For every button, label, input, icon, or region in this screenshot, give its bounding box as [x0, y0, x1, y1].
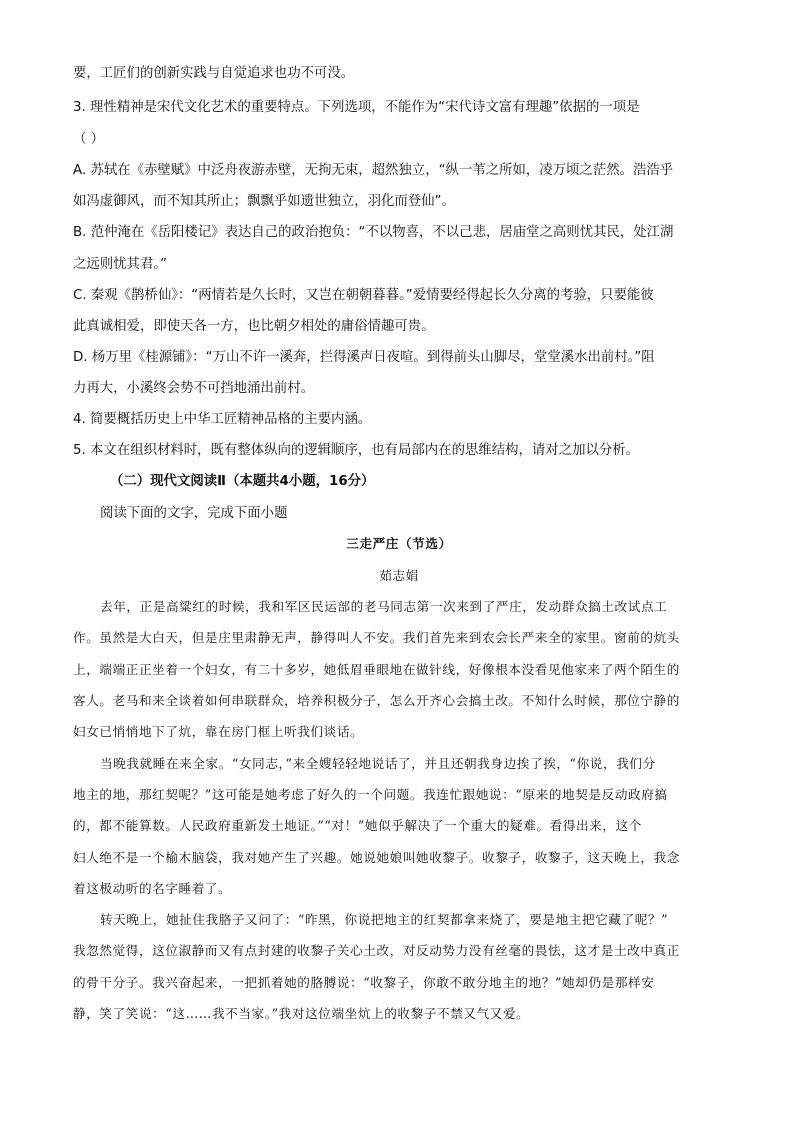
story-line: 我忽然觉得，这位淑静而又有点封建的收黎子关心土改，对反动势力没有丝毫的畏怯，这才是土改中真正: [73, 943, 680, 958]
story-title: 三走严庄（节选）: [346, 536, 452, 551]
option-b-cont: 之远则忧其君。”: [73, 257, 167, 272]
text-line: 要，工匠们的创新实践与自觉追求也功不可没。: [73, 66, 355, 81]
option-c: C. 秦观《鹊桥仙》：“两情若是久长时，又岂在朝朝暮暮。”爱情要经得起长久分离的考验，只要能彼: [73, 288, 654, 303]
option-d-cont: 力再大，小溪终会势不可挡地涌出前村。: [73, 381, 315, 396]
section-heading: （二）现代文阅读Ⅱ（本题共4小题，16分）: [110, 474, 375, 489]
option-a-cont: 如冯虚御风，而不知其所止；飘飘乎如遗世独立，羽化而登仙”。: [73, 194, 455, 209]
story-line: 客人。老马和来全谈着如何串联群众，培养积极分子，怎么开齐心会搞土改。不知什么时候，那位宁静的: [73, 693, 680, 708]
question-3-stem: 3. 理性精神是宋代文化艺术的重要特点。下列选项，不能作为“宋代诗文富有理趣”依据的一项是: [73, 100, 640, 115]
story-line: 地主的地，那红契呢？”这可能是她考虑了好久的一个问题。我连忙跟她说：“原来的地契是反动政府搞: [73, 787, 668, 802]
question-5: 5. 本文在组织材料时，既有整体纵向的逻辑顺序，也有局部内在的思维结构，请对之加以分析。: [73, 443, 640, 458]
option-c-cont: 此真诚相爱，即使天各一方，也比朝夕相处的庸俗情趣可贵。: [73, 319, 435, 334]
story-line: 静，笑了笑说：“这……我不当家。”我对这位端坐炕上的收黎子不禁又气又爱。: [73, 1006, 530, 1021]
story-line: 的骨干分子。我兴奋起来，一把抓着她的胳膊说：“收黎子，你敢不敢分地主的地？”她却仍是那样安: [73, 975, 655, 990]
story-line: 的，都不能算数。人民政府重新发土地证。”“对！”她似乎解决了一个重大的疑难。看得出来，这个: [73, 818, 642, 833]
option-b: B. 范仲淹在《岳阳楼记》表达自己的政治抱负：“不以物喜，不以己悲，居庙堂之高则忧其民，处江湖: [73, 225, 674, 240]
story-line: 妇人绝不是一个榆木脑袋，我对她产生了兴趣。她说她娘叫她收黎子。收黎子，收黎子，这天晚上，我念: [73, 850, 680, 865]
story-line: 妇女已悄悄地下了炕，靠在房门框上听我们谈话。: [73, 724, 364, 739]
story-author: 茹志娟: [379, 568, 419, 583]
reading-instruction: 阅读下面的文字，完成下面小题: [100, 506, 288, 521]
answer-blank: （ ）: [73, 132, 105, 147]
option-a: A. 苏轼在《赤壁赋》中泛舟夜游赤壁，无拘无束，超然独立，“纵一苇之所如，凌万顷之茫然。浩浩乎: [73, 163, 674, 178]
option-d: D. 杨万里《桂源铺》：“万山不许一溪奔，拦得溪声日夜喧。到得前头山脚尽，堂堂溪水出前村。”阻: [73, 350, 655, 365]
story-line: 去年，正是高粱红的时候，我和军区民运部的老马同志第一次来到了严庄，发动群众搞土改试点工: [100, 599, 668, 614]
story-line: 作。虽然是大白天，但是庄里肃静无声，静得叫人不安。我们首先来到农会长严来全的家里。窗前的炕头: [73, 630, 680, 645]
story-line: 着这极动听的名字睡着了。: [73, 881, 232, 896]
question-4: 4. 简要概括历史上中华工匠精神品格的主要内涵。: [73, 412, 372, 427]
story-line: 上，端端正正坐着一个妇女，有二十多岁，她低眉垂眼地在做针线，好像根本没看见他家来了两个陌生的: [73, 662, 680, 677]
story-line: 当晚我就睡在来全家。“女同志，”来全嫂轻轻地说话了，并且还朝我身边挨了挨，“你说，我们分: [100, 756, 656, 771]
story-line: 转天晚上，她扯住我胳子又问了：“昨黑，你说把地主的红契都拿来烧了，要是地主把它藏了呢？”: [100, 912, 669, 927]
